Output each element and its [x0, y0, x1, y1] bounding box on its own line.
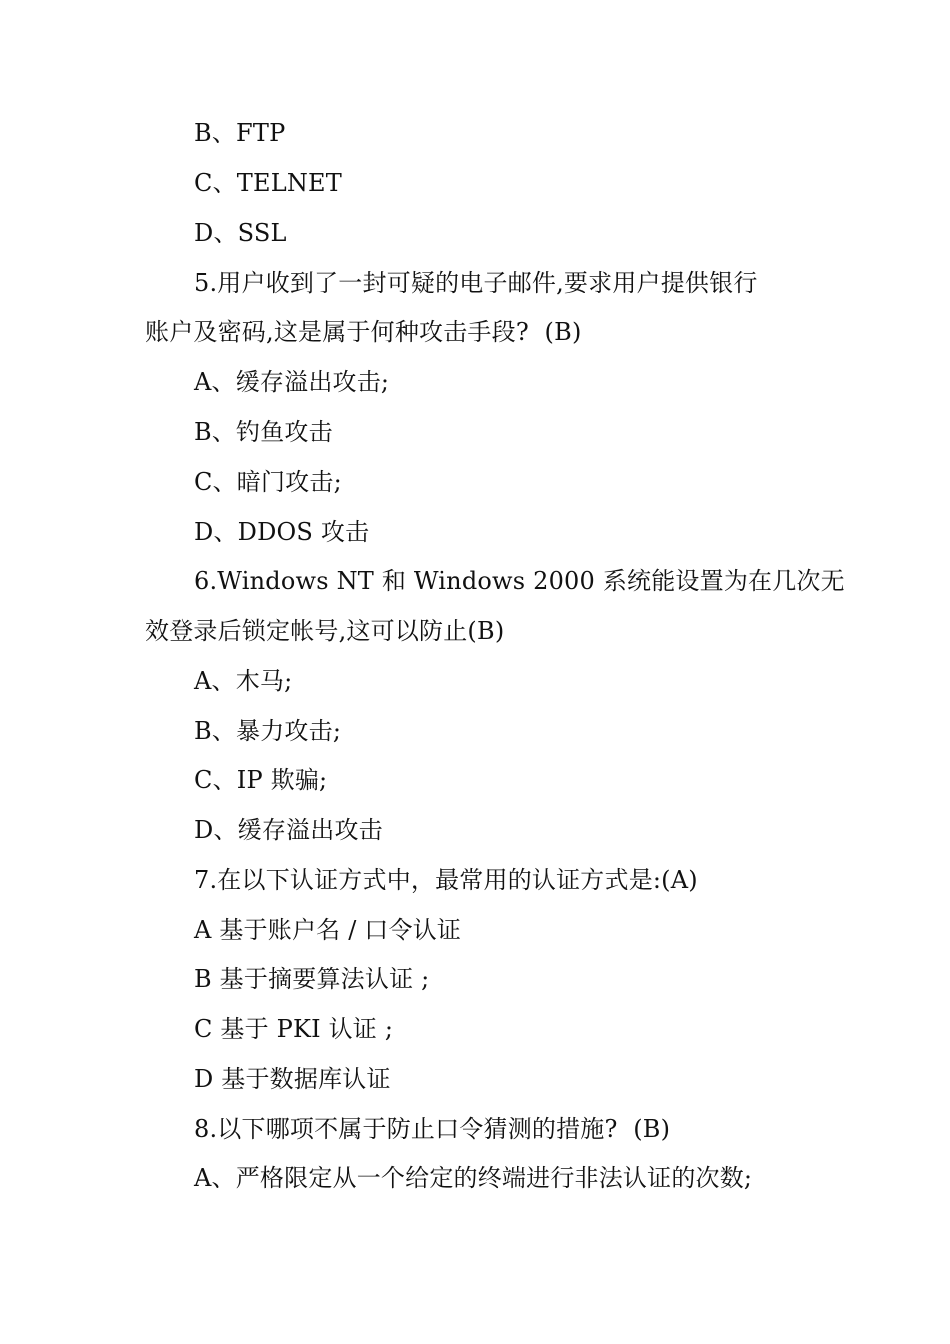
question-6-text-line-2: 效登录后锁定帐号,这可以防止(B) [145, 617, 505, 645]
question-4-option-c: C、TELNET [194, 169, 342, 197]
question-7-option-c: C 基于 PKI 认证 ; [194, 1015, 394, 1043]
question-4-option-b: B、FTP [194, 119, 286, 147]
question-7-text: 7.在以下认证方式中，最常用的认证方式是:(A) [194, 866, 698, 894]
question-5-text-line-2: 账户及密码,这是属于何种攻击手段? (B) [145, 318, 582, 346]
question-6-option-a: A、木马; [194, 667, 293, 695]
question-5-option-c: C、暗门攻击; [194, 468, 342, 496]
question-6-text-line-1: 6.Windows NT 和 Windows 2000 系统能设置为在几次无 [194, 567, 845, 595]
question-4-option-d: D、SSL [194, 219, 287, 247]
question-6-option-d: D、缓存溢出攻击 [194, 816, 383, 844]
question-7-option-a: A 基于账户名 / 口令认证 [194, 916, 462, 944]
question-7-option-b: B 基于摘要算法认证 ; [194, 965, 430, 993]
question-7-option-d: D 基于数据库认证 [194, 1065, 391, 1093]
question-5-option-d: D、DDOS 攻击 [194, 518, 370, 546]
question-6-option-c: C、IP 欺骗; [194, 766, 328, 794]
question-8-option-a: A、严格限定从一个给定的终端进行非法认证的次数; [194, 1164, 753, 1192]
question-5-text-line-1: 5.用户收到了一封可疑的电子邮件,要求用户提供银行 [194, 269, 758, 297]
question-5-option-b: B、钓鱼攻击 [194, 418, 333, 446]
question-8-text: 8.以下哪项不属于防止口令猜测的措施? (B) [194, 1115, 671, 1143]
question-5-option-a: A、缓存溢出攻击; [194, 368, 390, 396]
question-6-option-b: B、暴力攻击; [194, 717, 342, 745]
